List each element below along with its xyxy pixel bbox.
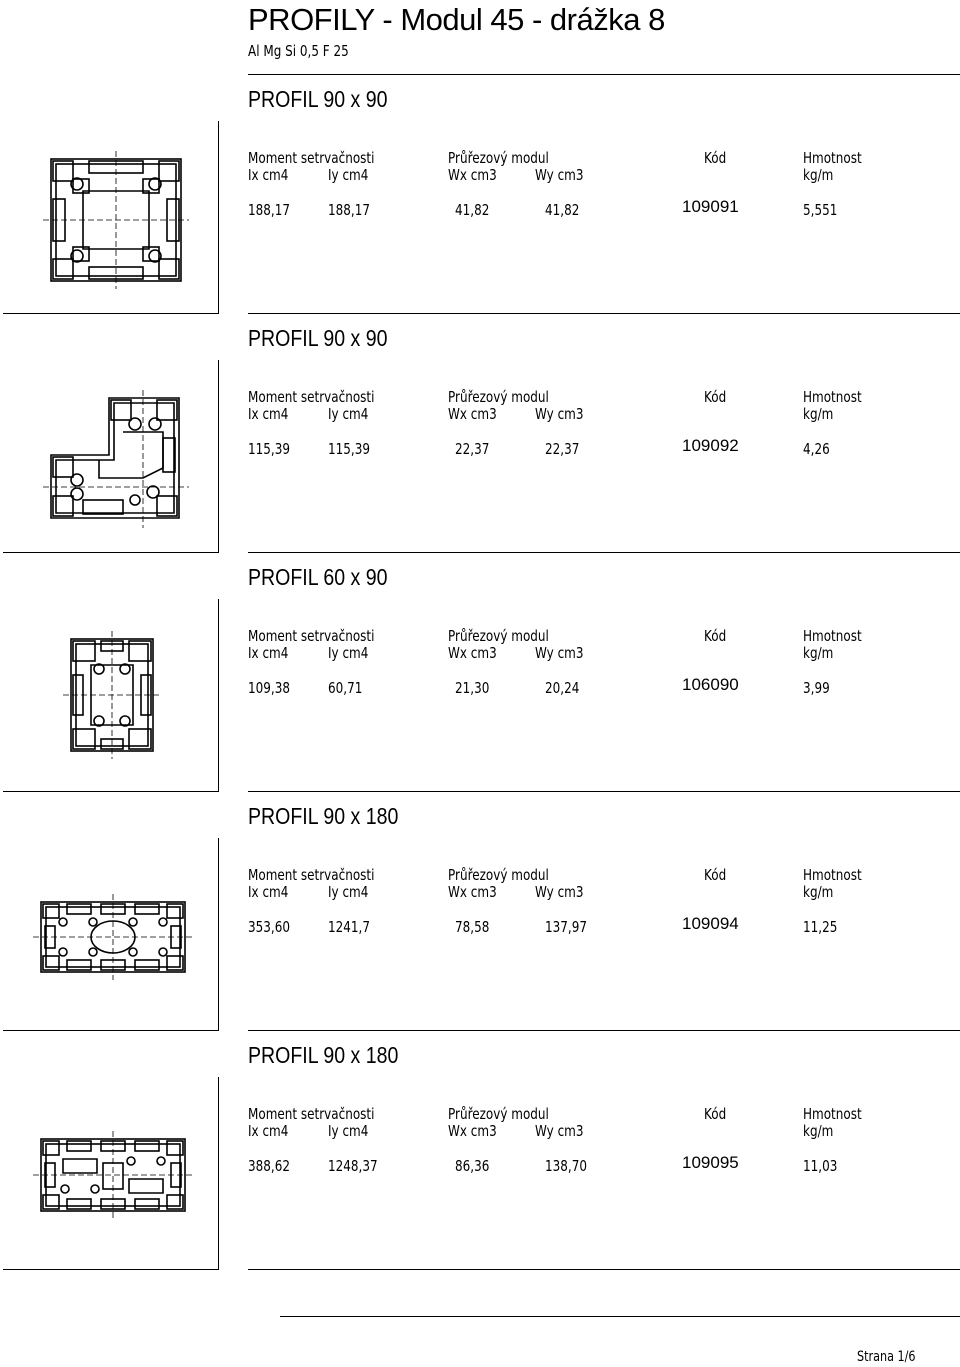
value-weight: 5,551 (803, 201, 838, 219)
value-ix: 109,38 (248, 679, 290, 697)
header-wy: Wy cm3 (535, 644, 584, 662)
header-iy: Iy cm4 (328, 883, 369, 901)
value-iy: 1248,37 (328, 1157, 378, 1175)
header-modul: Průřezový modul (448, 866, 549, 884)
value-wy: 22,37 (545, 440, 580, 458)
profile-title: PROFIL 90 x 180 (248, 1042, 399, 1068)
header-iy: Iy cm4 (328, 405, 369, 423)
profile-title: PROFIL 90 x 180 (248, 803, 399, 829)
header-ix: Ix cm4 (248, 644, 289, 662)
profile-90x180-icon (3, 838, 218, 1030)
header-hmotnost: Hmotnost (803, 866, 862, 884)
profile-drawing (3, 121, 219, 314)
profile-90x90-corner-icon (3, 360, 218, 552)
profile-drawing (3, 360, 219, 553)
header-moment: Moment setrvačnosti (248, 1105, 375, 1123)
profile-60x90-icon (3, 599, 218, 791)
page-number: Strana 1/6 (857, 1349, 916, 1365)
value-weight: 11,25 (803, 918, 838, 936)
value-wx: 78,58 (455, 918, 490, 936)
value-weight: 11,03 (803, 1157, 838, 1175)
value-wx: 21,30 (455, 679, 490, 697)
header-ix: Ix cm4 (248, 405, 289, 423)
value-wx: 22,37 (455, 440, 490, 458)
header-wy: Wy cm3 (535, 1122, 584, 1140)
header-wx: Wx cm3 (448, 883, 497, 901)
value-wy: 20,24 (545, 679, 580, 697)
header-hmotnost: Hmotnost (803, 1105, 862, 1123)
value-code: 109095 (682, 1153, 739, 1172)
value-code: 109091 (682, 197, 739, 216)
material-spec: Al Mg Si 0,5 F 25 (248, 42, 349, 60)
value-ix: 188,17 (248, 201, 290, 219)
header-wx: Wx cm3 (448, 166, 497, 184)
header-kgm: kg/m (803, 405, 834, 423)
page-title: PROFILY - Modul 45 - drážka 8 (248, 2, 665, 37)
header-moment: Moment setrvačnosti (248, 388, 375, 406)
divider (248, 313, 960, 314)
header-kod: Kód (704, 866, 727, 884)
header-wy: Wy cm3 (535, 405, 584, 423)
header-kgm: kg/m (803, 644, 834, 662)
header-modul: Průřezový modul (448, 1105, 549, 1123)
header-modul: Průřezový modul (448, 627, 549, 645)
divider (248, 74, 960, 75)
header-kgm: kg/m (803, 166, 834, 184)
profile-drawing (3, 838, 219, 1031)
divider (248, 1269, 960, 1270)
header-iy: Iy cm4 (328, 1122, 369, 1140)
profile-title: PROFIL 90 x 90 (248, 86, 388, 112)
value-wx: 86,36 (455, 1157, 490, 1175)
profile-title: PROFIL 90 x 90 (248, 325, 388, 351)
profile-90x90-icon (3, 121, 218, 313)
header-wx: Wx cm3 (448, 1122, 497, 1140)
header-kod: Kód (704, 1105, 727, 1123)
value-ix: 388,62 (248, 1157, 290, 1175)
header-wx: Wx cm3 (448, 644, 497, 662)
header-wy: Wy cm3 (535, 883, 584, 901)
header-kod: Kód (704, 149, 727, 167)
profile-title: PROFIL 60 x 90 (248, 564, 388, 590)
header-modul: Průřezový modul (448, 388, 549, 406)
value-code: 109094 (682, 914, 739, 933)
value-weight: 3,99 (803, 679, 830, 697)
value-wy: 41,82 (545, 201, 580, 219)
header-kod: Kód (704, 627, 727, 645)
value-code: 106090 (682, 675, 739, 694)
header-moment: Moment setrvačnosti (248, 866, 375, 884)
header-kgm: kg/m (803, 1122, 834, 1140)
header-iy: Iy cm4 (328, 644, 369, 662)
footer-divider (280, 1316, 960, 1317)
header-modul: Průřezový modul (448, 149, 549, 167)
header-hmotnost: Hmotnost (803, 388, 862, 406)
value-ix: 353,60 (248, 918, 290, 936)
header-kod: Kód (704, 388, 727, 406)
value-iy: 1241,7 (328, 918, 370, 936)
value-code: 109092 (682, 436, 739, 455)
value-wx: 41,82 (455, 201, 490, 219)
header-ix: Ix cm4 (248, 883, 289, 901)
header-wx: Wx cm3 (448, 405, 497, 423)
header-iy: Iy cm4 (328, 166, 369, 184)
value-wy: 138,70 (545, 1157, 587, 1175)
header-moment: Moment setrvačnosti (248, 627, 375, 645)
header-ix: Ix cm4 (248, 1122, 289, 1140)
value-ix: 115,39 (248, 440, 290, 458)
value-iy: 188,17 (328, 201, 370, 219)
profile-drawing (3, 1077, 219, 1270)
profile-90x180-alt-icon (3, 1077, 218, 1269)
header-ix: Ix cm4 (248, 166, 289, 184)
value-wy: 137,97 (545, 918, 587, 936)
divider (248, 791, 960, 792)
divider (248, 552, 960, 553)
value-weight: 4,26 (803, 440, 830, 458)
value-iy: 115,39 (328, 440, 370, 458)
profile-drawing (3, 599, 219, 792)
header-wy: Wy cm3 (535, 166, 584, 184)
header-kgm: kg/m (803, 883, 834, 901)
divider (248, 1030, 960, 1031)
header-moment: Moment setrvačnosti (248, 149, 375, 167)
header-hmotnost: Hmotnost (803, 149, 862, 167)
value-iy: 60,71 (328, 679, 363, 697)
header-hmotnost: Hmotnost (803, 627, 862, 645)
